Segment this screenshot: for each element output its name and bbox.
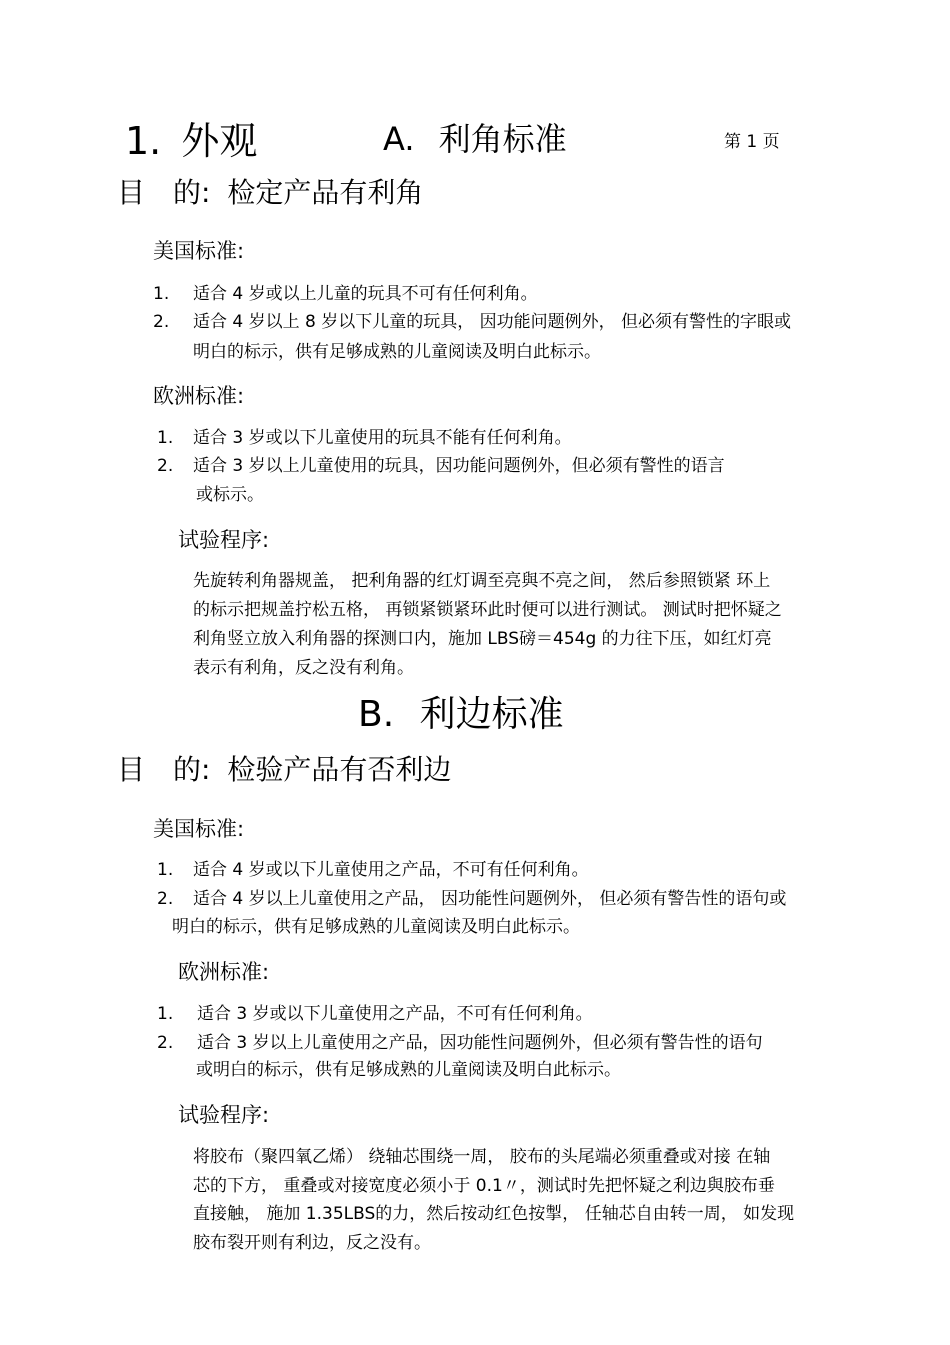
section-b-letter: B.	[358, 694, 395, 735]
procedure-line: 利角竖立放入利角器的探测口内，施加 LBS磅＝454g 的力往下压，如红灯亮	[193, 629, 772, 649]
list-item: 2. 适合 3 岁以上儿童使用的玩具，因功能问题例外，但必须有警性的语言	[157, 456, 725, 476]
list-item: 1. 适合 4 岁或以上儿童的玩具不可有任何利角。	[153, 284, 538, 304]
procedure-line: 的标示把规盖拧松五格， 再锁紧锁紧环此时便可以进行测试。 测试时把怀疑之	[193, 600, 782, 620]
procedure-label: 试验程序:	[178, 1103, 270, 1127]
section-a-purpose	[117, 171, 423, 211]
purpose-text: 检验产品有否利边	[227, 753, 452, 786]
purpose-label: 目 的:	[117, 176, 211, 209]
section-b-heading	[358, 686, 564, 737]
procedure-line: 表示有利角，反之没有利角。	[193, 658, 414, 678]
eu-standard-label: 欧洲标准:	[178, 960, 270, 984]
list-item: 2. 适合 3 岁以上儿童使用之产品，因功能性问题例外，但必须有警告性的语句	[157, 1033, 763, 1053]
list-item: 2. 适合 4 岁以上 8 岁以下儿童的玩具， 因功能问题例外， 但必须有警性的字眼或	[153, 312, 792, 332]
eu-standard-label: 欧洲标准:	[153, 384, 245, 408]
list-item-continuation: 或明白的标示，供有足够成熟的儿童阅读及明白此标示。	[196, 1060, 621, 1080]
section-b-purpose	[117, 748, 451, 788]
page-number: 第 1 页	[724, 132, 780, 152]
list-item: 2. 适合 4 岁以上儿童使用之产品， 因功能性问题例外， 但必须有警告性的语句或	[157, 889, 787, 909]
list-item: 1. 适合 3 岁或以下儿童使用的玩具不能有任何利角。	[157, 428, 572, 448]
list-item-continuation: 或标示。	[196, 485, 264, 505]
chapter-number: 1.	[125, 119, 162, 163]
list-item-continuation: 明白的标示，供有足够成熟的儿童阅读及明白此标示。	[172, 917, 580, 937]
list-item: 1. 适合 4 岁或以下儿童使用之产品，不可有任何利角。	[157, 860, 589, 880]
purpose-label: 目 的:	[117, 753, 211, 786]
us-standard-label: 美国标准:	[153, 817, 245, 841]
list-item-continuation: 明白的标示，供有足够成熟的儿童阅读及明白此标示。	[193, 342, 601, 362]
section-a-title: 利角标准	[438, 120, 567, 158]
chapter-title: 外观	[181, 119, 258, 163]
us-standard-label: 美国标准:	[153, 239, 245, 263]
section-a-heading	[383, 114, 567, 160]
chapter-heading	[125, 110, 257, 165]
procedure-line: 胶布裂开则有利边，反之没有。	[193, 1233, 431, 1253]
procedure-line: 将胶布（聚四氧乙烯） 绕轴芯围绕一周， 胶布的头尾端必须重叠或对接 在轴	[193, 1147, 771, 1167]
procedure-line: 直接触， 施加 1.35LBS的力，然后按动红色按掣， 任轴芯自由转一周， 如发现	[193, 1204, 795, 1224]
purpose-text: 检定产品有利角	[227, 176, 424, 209]
procedure-label: 试验程序:	[178, 528, 270, 552]
section-b-title: 利边标准	[419, 694, 564, 735]
section-a-letter: A.	[383, 120, 415, 158]
list-item: 1. 适合 3 岁或以下儿童使用之产品，不可有任何利角。	[157, 1004, 593, 1024]
procedure-line: 先旋转利角器规盖， 把利角器的红灯调至亮與不亮之间， 然后参照锁紧 环上	[193, 571, 771, 591]
procedure-line: 芯的下方， 重叠或对接宽度必须小于 0.1〃，测试时先把怀疑之利边與胶布垂	[193, 1176, 775, 1196]
